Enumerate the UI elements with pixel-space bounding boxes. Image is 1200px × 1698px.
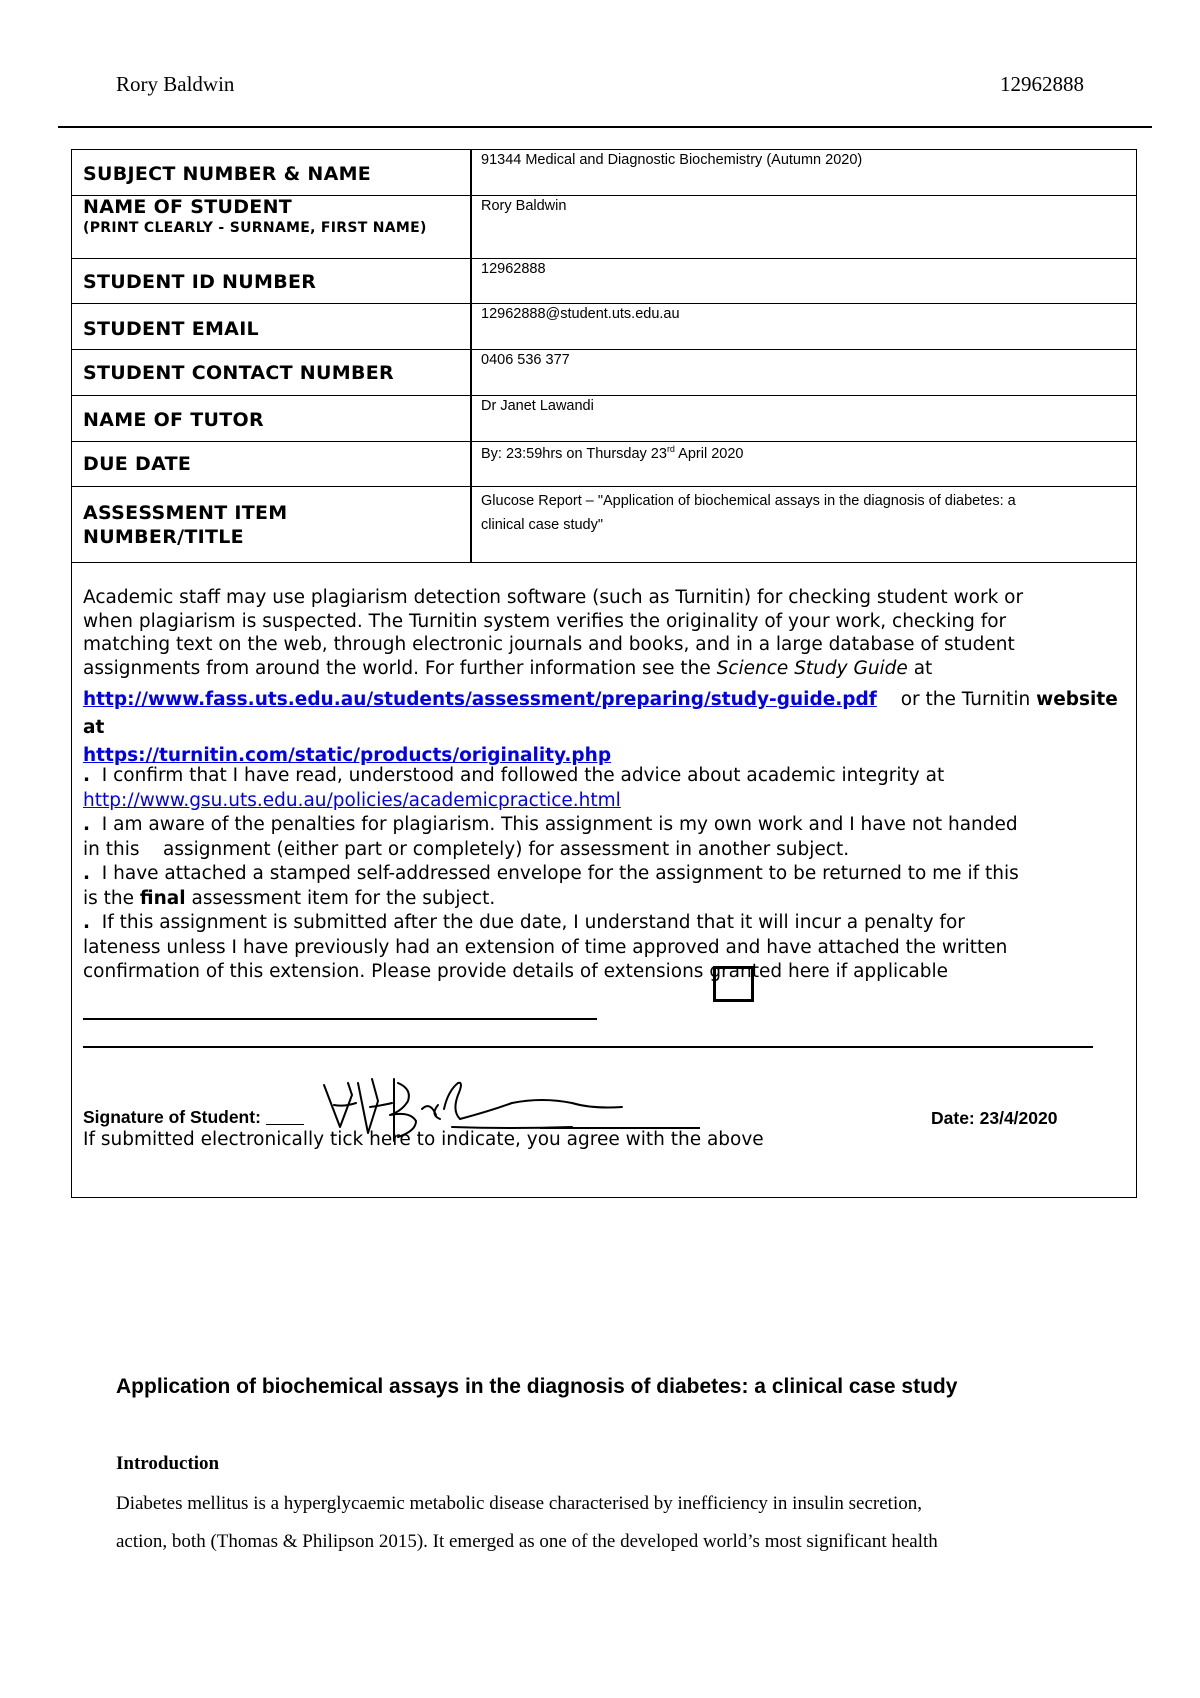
declaration-4c: confirmation of this extension. Please provide details of extensions granted here if applicable [83, 961, 948, 982]
signature-date: Date: 23/4/2020 [931, 1108, 1058, 1128]
declaration-2a: I am aware of the penalties for plagiarism. This assignment is my own work and I have not handed [101, 814, 1018, 835]
declarations [83, 764, 1123, 985]
label-tutor: NAME OF TUTOR [83, 409, 264, 431]
electronic-submission-checkbox[interactable] [713, 966, 754, 1002]
signature-label [83, 1107, 304, 1128]
links-block [83, 686, 1123, 770]
value-assessment-line1: Glucose Report – "Application of biochemical assays in the diagnosis of diabetes: a [481, 493, 1016, 509]
value-tutor: Dr Janet Lawandi [481, 398, 594, 414]
extension-details-line-2[interactable] [83, 1046, 1093, 1048]
row-due-date [72, 442, 1136, 487]
electronic-submission-text: If submitted electronically tick here to indicate, you agree with the above [83, 1129, 764, 1150]
declaration-1: I confirm that I have read, understood and followed the advice about academic integrity at [101, 765, 945, 786]
signature-line-left [266, 1124, 304, 1125]
value-assessment-line2: clinical case study" [481, 517, 604, 533]
row-contact-number [72, 350, 1136, 396]
plagiarism-line-1: Academic staff may use plagiarism detection software (such as Turnitin) for checking student work or [83, 587, 1024, 608]
label-student-id: STUDENT ID NUMBER [83, 271, 317, 293]
row-student-id [72, 259, 1136, 304]
row-student-email [72, 304, 1136, 350]
plagiarism-line-4-text: assignments from around the world. For further information see the [83, 657, 717, 679]
declaration-2b: in this assignment (either part or completely) for assessment in another subject. [83, 838, 850, 860]
value-student-name: Rory Baldwin [481, 198, 567, 214]
bullet-icon: . [83, 765, 91, 786]
header-student-name: Rory Baldwin [116, 72, 235, 96]
value-contact-number: 0406 536 377 [481, 352, 570, 368]
value-student-id: 12962888 [481, 261, 546, 277]
bullet-icon: . [83, 912, 91, 933]
signature-label-text: Signature of Student: [83, 1107, 261, 1127]
website-at-text: website at [83, 689, 1118, 738]
declaration-3b-pre: is the [83, 887, 140, 909]
academic-practice-link[interactable]: http://www.gsu.uts.edu.au/policies/academicpractice.html [83, 789, 621, 811]
bullet-icon: . [83, 863, 91, 884]
declaration-4b: lateness unless I have previously had an extension of time approved and have attached the written [83, 936, 1008, 958]
label-due-date: DUE DATE [83, 453, 192, 475]
extension-details-line-1[interactable] [83, 1018, 597, 1020]
row-assessment-item [72, 487, 1136, 563]
study-guide-name: Science Study Guide [716, 657, 908, 679]
plagiarism-line-3: matching text on the web, through electronic journals and books, and in a large database of student [83, 634, 1015, 655]
plagiarism-line-4 [83, 657, 1123, 681]
value-subject: 91344 Medical and Diagnostic Biochemistry (Autumn 2020) [481, 152, 863, 168]
label-student-name: NAME OF STUDENT [83, 196, 293, 218]
body-text-line-1: Diabetes mellitus is a hyperglycaemic metabolic disease characterised by inefficiency in insulin secretion, [116, 1493, 922, 1514]
label-subject: SUBJECT NUMBER & NAME [83, 163, 372, 185]
label-student-email: STUDENT EMAIL [83, 318, 259, 340]
value-due-date: By: 23:59hrs on Thursday 23rd April 2020 [481, 444, 744, 462]
turnitin-link[interactable]: https://turnitin.com/static/products/originality.php [83, 745, 612, 766]
label-student-name-note: (PRINT CLEARLY - SURNAME, FIRST NAME) [83, 220, 427, 236]
plagiarism-line-2: when plagiarism is suspected. The Turnitin system verifies the originality of your work, checking for [83, 610, 1007, 632]
value-student-email: 12962888@student.uts.edu.au [481, 306, 680, 322]
row-subject [72, 150, 1136, 196]
header-student-id: 12962888 [1000, 72, 1084, 96]
declaration-3b-bold: final [139, 887, 186, 909]
label-assessment-item: ASSESSMENT ITEM NUMBER/TITLE [83, 502, 288, 548]
body-text-line-2: action, both (Thomas & Philipson 2015). It emerged as one of the developed world’s most significant health [116, 1531, 938, 1552]
label-contact-number: STUDENT CONTACT NUMBER [83, 362, 394, 384]
value-assessment-item [481, 489, 1016, 537]
introduction-heading: Introduction [116, 1453, 220, 1474]
study-guide-link[interactable]: http://www.fass.uts.edu.au/students/assessment/preparing/study-guide.pdf [83, 689, 877, 710]
bullet-icon: . [83, 814, 91, 835]
plagiarism-notice [83, 586, 1123, 680]
row-tutor [72, 396, 1136, 442]
header-divider [58, 126, 1152, 128]
declaration-3a: I have attached a stamped self-addressed envelope for the assignment to be returned to me if this [101, 863, 1019, 884]
declaration-4a: If this assignment is submitted after the due date, I understand that it will incur a penalty for [101, 912, 965, 933]
row-student-name [72, 196, 1136, 259]
or-turnitin-text: or the Turnitin [900, 689, 1037, 710]
declaration-3b-post: assessment item for the subject. [185, 887, 496, 909]
article-title: Application of biochemical assays in the diagnosis of diabetes: a clinical case study [116, 1375, 958, 1398]
study-guide-at: at [907, 657, 933, 679]
cover-sheet-form [71, 149, 1137, 1198]
